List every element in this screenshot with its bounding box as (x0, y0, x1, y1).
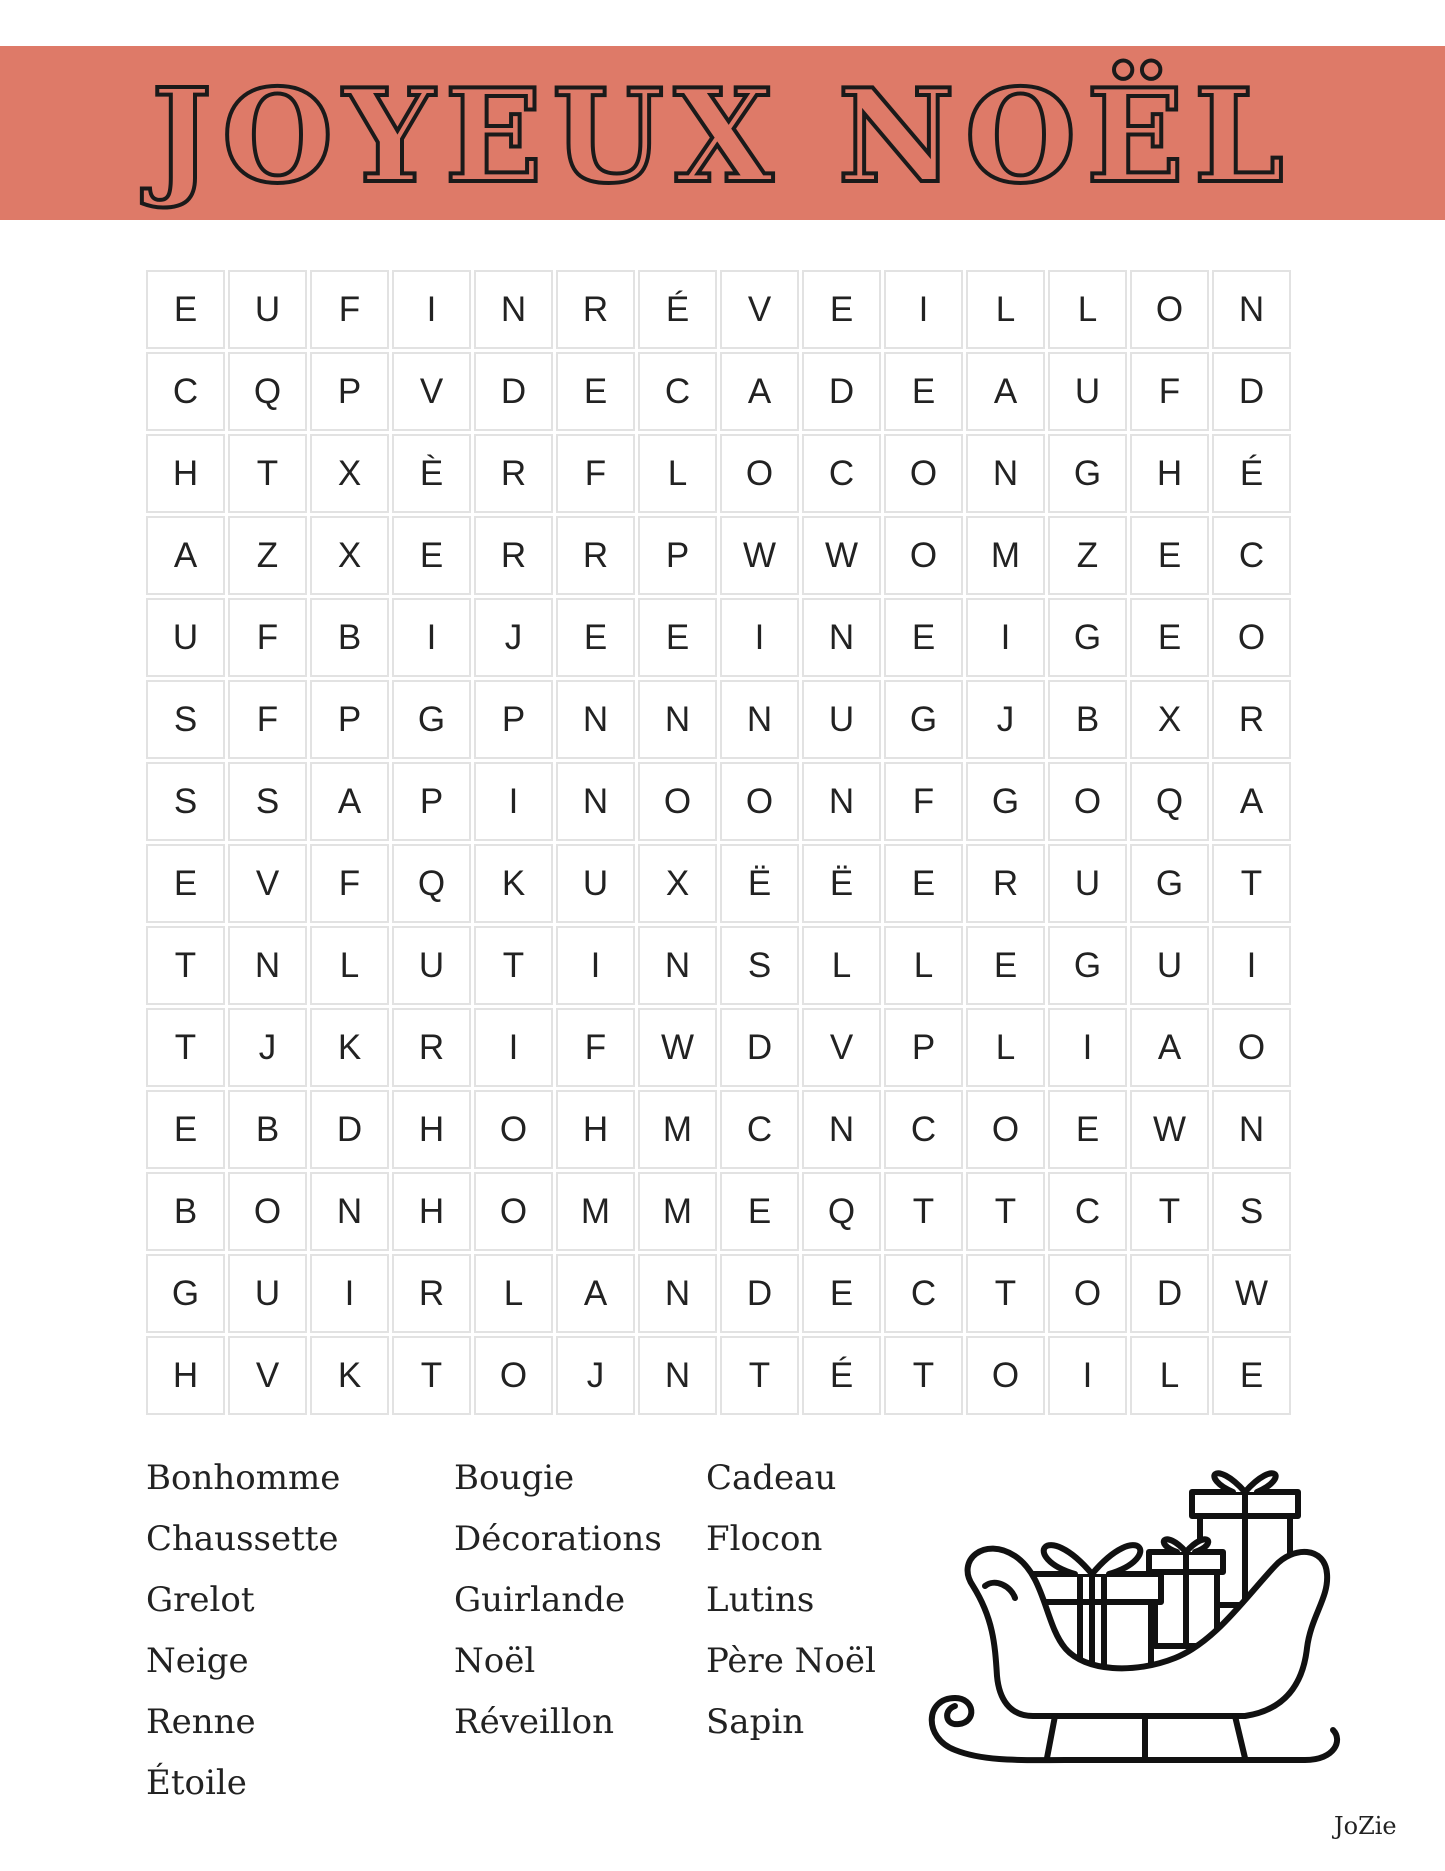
grid-cell: G (966, 762, 1045, 841)
grid-cell: I (1048, 1008, 1127, 1087)
grid-cell: P (392, 762, 471, 841)
grid-cell: E (392, 516, 471, 595)
grid-cell: H (556, 1090, 635, 1169)
grid-cell: E (720, 1172, 799, 1251)
grid-cell: F (310, 844, 389, 923)
grid-cell: W (1130, 1090, 1209, 1169)
grid-cell: T (720, 1336, 799, 1415)
grid-cell: H (146, 1336, 225, 1415)
grid-cell: A (146, 516, 225, 595)
grid-cell: O (884, 516, 963, 595)
grid-cell: Ë (720, 844, 799, 923)
grid-cell: E (146, 270, 225, 349)
grid-cell: L (966, 1008, 1045, 1087)
grid-cell: E (146, 844, 225, 923)
grid-cell: U (1130, 926, 1209, 1005)
grid-cell: N (310, 1172, 389, 1251)
word-list-item: Guirlande (454, 1580, 626, 1620)
grid-cell: O (638, 762, 717, 841)
grid-cell: U (228, 1254, 307, 1333)
grid-cell: L (802, 926, 881, 1005)
grid-cell: I (884, 270, 963, 349)
grid-cell: T (392, 1336, 471, 1415)
grid-cell: L (966, 270, 1045, 349)
grid-cell: Q (392, 844, 471, 923)
grid-cell: L (1130, 1336, 1209, 1415)
grid-cell: H (392, 1090, 471, 1169)
grid-cell: I (966, 598, 1045, 677)
grid-cell: T (228, 434, 307, 513)
grid-cell: M (638, 1090, 717, 1169)
grid-cell: N (638, 680, 717, 759)
grid-cell: O (1130, 270, 1209, 349)
grid-cell: S (1212, 1172, 1291, 1251)
grid-cell: P (884, 1008, 963, 1087)
grid-cell: E (884, 352, 963, 431)
page-title: JOYEUX NOËL (151, 62, 1294, 212)
grid-cell: B (146, 1172, 225, 1251)
grid-cell: E (1048, 1090, 1127, 1169)
grid-cell: V (392, 352, 471, 431)
grid-cell: D (1212, 352, 1291, 431)
grid-cell: W (638, 1008, 717, 1087)
grid-cell: O (720, 762, 799, 841)
grid-cell: X (1130, 680, 1209, 759)
grid-cell: T (146, 926, 225, 1005)
grid-cell: B (1048, 680, 1127, 759)
grid-cell: P (310, 680, 389, 759)
grid-cell: M (966, 516, 1045, 595)
grid-cell: E (966, 926, 1045, 1005)
grid-cell: C (720, 1090, 799, 1169)
grid-cell: U (1048, 844, 1127, 923)
grid-cell: K (310, 1008, 389, 1087)
grid-cell: G (146, 1254, 225, 1333)
grid-cell: I (720, 598, 799, 677)
grid-cell: É (1212, 434, 1291, 513)
grid-cell: E (1130, 598, 1209, 677)
grid-cell: G (1048, 926, 1127, 1005)
grid-cell: D (1130, 1254, 1209, 1333)
grid-cell: F (884, 762, 963, 841)
grid-cell: N (638, 1336, 717, 1415)
grid-cell: N (228, 926, 307, 1005)
grid-cell: F (228, 680, 307, 759)
word-list-item: Noël (454, 1641, 536, 1681)
grid-cell: S (228, 762, 307, 841)
grid-cell: A (966, 352, 1045, 431)
grid-cell: D (310, 1090, 389, 1169)
grid-cell: I (1212, 926, 1291, 1005)
grid-cell: V (802, 1008, 881, 1087)
grid-cell: Ë (802, 844, 881, 923)
grid-cell: P (474, 680, 553, 759)
grid-cell: C (1212, 516, 1291, 595)
grid-cell: I (556, 926, 635, 1005)
grid-cell: N (802, 598, 881, 677)
grid-cell: C (146, 352, 225, 431)
grid-cell: N (638, 1254, 717, 1333)
grid-cell: U (802, 680, 881, 759)
grid-cell: E (556, 352, 635, 431)
grid-cell: E (556, 598, 635, 677)
grid-cell: I (392, 270, 471, 349)
grid-cell: E (802, 270, 881, 349)
word-list-item: Cadeau (706, 1458, 837, 1498)
grid-cell: H (392, 1172, 471, 1251)
grid-cell: G (884, 680, 963, 759)
grid-cell: D (720, 1008, 799, 1087)
grid-cell: I (1048, 1336, 1127, 1415)
grid-cell: C (638, 352, 717, 431)
word-list-item: Réveillon (454, 1702, 615, 1742)
grid-cell: N (802, 762, 881, 841)
grid-cell: R (474, 434, 553, 513)
sleigh-with-gifts-icon (915, 1448, 1345, 1793)
grid-cell: O (1212, 1008, 1291, 1087)
grid-cell: J (966, 680, 1045, 759)
grid-cell: O (474, 1172, 553, 1251)
grid-cell: P (310, 352, 389, 431)
word-list-item: Bonhomme (146, 1458, 341, 1498)
grid-cell: A (1130, 1008, 1209, 1087)
grid-cell: G (1048, 434, 1127, 513)
grid-cell: S (146, 680, 225, 759)
grid-cell: E (884, 844, 963, 923)
grid-cell: K (474, 844, 553, 923)
word-list-item: Flocon (706, 1519, 823, 1559)
grid-cell: O (474, 1336, 553, 1415)
grid-cell: R (1212, 680, 1291, 759)
grid-cell: F (556, 1008, 635, 1087)
grid-cell: T (474, 926, 553, 1005)
grid-cell: H (1130, 434, 1209, 513)
grid-cell: T (966, 1254, 1045, 1333)
grid-cell: È (392, 434, 471, 513)
grid-cell: R (392, 1008, 471, 1087)
grid-cell: O (474, 1090, 553, 1169)
word-column-1 (146, 1448, 340, 1814)
grid-cell: T (1130, 1172, 1209, 1251)
grid-cell: Z (1048, 516, 1127, 595)
grid-cell: U (146, 598, 225, 677)
grid-cell: M (556, 1172, 635, 1251)
grid-cell: X (310, 516, 389, 595)
grid-cell: A (1212, 762, 1291, 841)
grid-cell: L (884, 926, 963, 1005)
grid-cell: T (146, 1008, 225, 1087)
grid-cell: L (474, 1254, 553, 1333)
grid-cell: C (884, 1090, 963, 1169)
grid-cell: I (392, 598, 471, 677)
grid-cell: O (884, 434, 963, 513)
grid-cell: Q (228, 352, 307, 431)
grid-cell: C (884, 1254, 963, 1333)
grid-cell: L (638, 434, 717, 513)
grid-cell: I (310, 1254, 389, 1333)
grid-cell: V (228, 844, 307, 923)
grid-cell: S (720, 926, 799, 1005)
grid-cell: W (802, 516, 881, 595)
word-list-item: Chaussette (146, 1519, 339, 1559)
grid-cell: E (1130, 516, 1209, 595)
grid-cell: B (228, 1090, 307, 1169)
grid-cell: E (1212, 1336, 1291, 1415)
grid-cell: G (1048, 598, 1127, 677)
grid-cell: T (884, 1336, 963, 1415)
grid-cell: O (720, 434, 799, 513)
grid-cell: S (146, 762, 225, 841)
title-banner (0, 46, 1445, 220)
word-list-item: Grelot (146, 1580, 255, 1620)
grid-cell: K (310, 1336, 389, 1415)
word-list-item: Neige (146, 1641, 249, 1681)
grid-cell: A (556, 1254, 635, 1333)
grid-cell: O (1048, 762, 1127, 841)
grid-cell: U (1048, 352, 1127, 431)
grid-cell: O (1048, 1254, 1127, 1333)
grid-cell: O (1212, 598, 1291, 677)
grid-cell: J (474, 598, 553, 677)
grid-cell: N (1212, 270, 1291, 349)
grid-cell: I (474, 1008, 553, 1087)
grid-cell: L (1048, 270, 1127, 349)
word-column-3 (706, 1448, 876, 1753)
grid-cell: N (966, 434, 1045, 513)
word-list-item: Étoile (146, 1763, 247, 1803)
grid-cell: F (310, 270, 389, 349)
grid-cell: O (966, 1090, 1045, 1169)
grid-cell: D (720, 1254, 799, 1333)
grid-cell: O (966, 1336, 1045, 1415)
grid-cell: U (228, 270, 307, 349)
grid-cell: N (556, 762, 635, 841)
grid-cell: A (310, 762, 389, 841)
grid-cell: M (638, 1172, 717, 1251)
grid-cell: N (474, 270, 553, 349)
grid-cell: J (228, 1008, 307, 1087)
grid-cell: D (802, 352, 881, 431)
grid-cell: X (310, 434, 389, 513)
letter-grid (146, 270, 1291, 1415)
grid-cell: R (392, 1254, 471, 1333)
word-list-item: Sapin (706, 1702, 805, 1742)
grid-cell: N (1212, 1090, 1291, 1169)
grid-cell: É (802, 1336, 881, 1415)
word-list-item: Lutins (706, 1580, 815, 1620)
grid-cell: R (556, 516, 635, 595)
grid-cell: C (1048, 1172, 1127, 1251)
grid-cell: T (884, 1172, 963, 1251)
grid-cell: H (146, 434, 225, 513)
grid-cell: V (720, 270, 799, 349)
grid-cell: Z (228, 516, 307, 595)
grid-cell: L (310, 926, 389, 1005)
grid-cell: P (638, 516, 717, 595)
grid-cell: W (720, 516, 799, 595)
grid-cell: X (638, 844, 717, 923)
grid-cell: U (392, 926, 471, 1005)
grid-cell: C (802, 434, 881, 513)
grid-cell: I (474, 762, 553, 841)
grid-cell: R (556, 270, 635, 349)
grid-cell: Q (802, 1172, 881, 1251)
word-list (146, 1448, 916, 1818)
grid-cell: É (638, 270, 717, 349)
grid-cell: N (802, 1090, 881, 1169)
grid-cell: D (474, 352, 553, 431)
word-list-item: Bougie (454, 1458, 575, 1498)
signature: JoZie (1334, 1812, 1397, 1840)
word-list-item: Père Noël (706, 1641, 876, 1681)
grid-cell: Q (1130, 762, 1209, 841)
word-column-2 (454, 1448, 662, 1753)
grid-cell: U (556, 844, 635, 923)
grid-cell: E (802, 1254, 881, 1333)
grid-cell: W (1212, 1254, 1291, 1333)
grid-cell: T (966, 1172, 1045, 1251)
grid-cell: R (966, 844, 1045, 923)
grid-cell: G (392, 680, 471, 759)
word-list-item: Décorations (454, 1519, 662, 1559)
grid-cell: E (638, 598, 717, 677)
word-list-item: Renne (146, 1702, 256, 1742)
grid-cell: F (1130, 352, 1209, 431)
grid-cell: F (228, 598, 307, 677)
grid-cell: N (720, 680, 799, 759)
grid-cell: R (474, 516, 553, 595)
grid-cell: G (1130, 844, 1209, 923)
grid-cell: E (146, 1090, 225, 1169)
grid-cell: J (556, 1336, 635, 1415)
grid-cell: E (884, 598, 963, 677)
grid-cell: N (638, 926, 717, 1005)
grid-cell: B (310, 598, 389, 677)
grid-cell: O (228, 1172, 307, 1251)
grid-cell: N (556, 680, 635, 759)
grid-cell: V (228, 1336, 307, 1415)
grid-cell: A (720, 352, 799, 431)
grid-cell: F (556, 434, 635, 513)
grid-cell: T (1212, 844, 1291, 923)
